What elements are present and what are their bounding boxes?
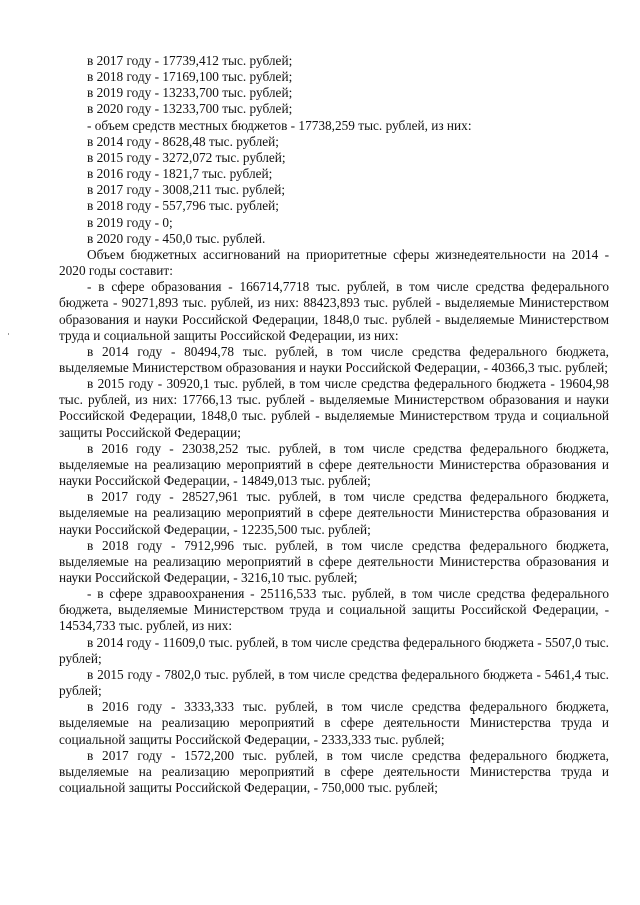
budget-line: в 2018 году - 557,796 тыс. рублей;: [87, 198, 279, 214]
paragraph-education-2014: в 2014 году - 80494,78 тыс. рублей, в том числе средства федерального бюджета, выделяемые Министерством образования и науки Российской Федерации, - 40366,3 тыс. рублей;: [59, 343, 609, 375]
paragraph-education-2018: в 2018 году - 7912,996 тыс. рублей, в том числе средства федерального бюджета, выделяемые на реализацию мероприятий в сфере деятельности Министерства образования и науки Российской Федерации, - 3216,10 тыс. рублей;: [59, 537, 609, 585]
paragraph-priority-spheres: Объем бюджетных ассигнований на приоритетные сферы жизнедеятельности на 2014 - 2020 годы составит:: [59, 246, 609, 279]
budget-line: в 2018 году - 17169,100 тыс. рублей;: [87, 69, 293, 85]
budget-line: в 2017 году - 17739,412 тыс. рублей;: [87, 53, 293, 68]
paragraph-education: - в сфере образования - 166714,7718 тыс. рублей, в том числе средства федерального бюджета - 90271,893 тыс. рублей, из них: 88423,893 тыс. рублей - выделяемые Министерством образования и науки Российской Федерации, 1848,0 тыс. рублей - выделяемые Министерством труда и социальной защиты Российской Федерации, из них:: [59, 279, 609, 343]
budget-line: в 2017 году - 3008,211 тыс. рублей;: [87, 182, 286, 198]
paragraph-health-2016: в 2016 году - 3333,333 тыс. рублей, в том числе средства федерального бюджета, выделяемые на реализацию мероприятий в сфере деятельности Министерства труда и социальной защиты Российской Федерации, - 2333,333 тыс. рублей;: [59, 699, 609, 747]
budget-line: в 2020 году - 450,0 тыс. рублей.: [87, 230, 266, 246]
budget-line: в 2019 году - 13233,700 тыс. рублей;: [87, 85, 293, 101]
paragraph-health-2014: в 2014 году - 11609,0 тыс. рублей, в том числе средства федерального бюджета - 5507,0 тыс. рублей;: [59, 634, 609, 666]
margin-mark: [8, 333, 9, 335]
paragraph-health: - в сфере здравоохранения - 25116,533 тыс. рублей, в том числе средства федерального бюджета, выделяемые Министерством труда и социальной защиты Российской Федерации, - 14534,733 тыс. рублей, из них:: [59, 586, 609, 634]
paragraph-health-2017: в 2017 году - 1572,200 тыс. рублей, в том числе средства федерального бюджета, выделяемые на реализацию мероприятий в сфере деятельности Министерства труда и социальной защиты Российской Федерации, - 750,000 тыс. рублей;: [59, 747, 609, 796]
budget-line: в 2019 году - 0;: [87, 214, 173, 230]
local-budget-heading: - объем средств местных бюджетов - 17738,259 тыс. рублей, из них:: [87, 117, 472, 133]
budget-line: в 2016 году - 1821,7 тыс. рублей;: [87, 166, 273, 182]
paragraph-education-2017: в 2017 году - 28527,961 тыс. рублей, в том числе средства федерального бюджета, выделяемые на реализацию мероприятий в сфере деятельности Министерства образования и науки Российской Федерации, - 12235,500 тыс. рублей;: [59, 489, 609, 537]
paragraph-health-2015: в 2015 году - 7802,0 тыс. рублей, в том числе средства федерального бюджета - 5461,4 тыс. рублей;: [59, 666, 609, 699]
budget-line: в 2014 году - 8628,48 тыс. рублей;: [87, 133, 279, 149]
budget-line: в 2020 году - 13233,700 тыс. рублей;: [87, 101, 293, 117]
paragraph-education-2016: в 2016 году - 23038,252 тыс. рублей, в том числе средства федерального бюджета, выделяемые на реализацию мероприятий в сфере деятельности Министерства образования и науки Российской Федерации, - 14849,013 тыс. рублей;: [59, 440, 609, 489]
paragraph-education-2015: в 2015 году - 30920,1 тыс. рублей, в том числе средства федерального бюджета - 19604,98 тыс. рублей, из них: 17766,13 тыс. рублей - выделяемые Министерством образования и науки Российской Федерации, 1848,0 тыс. рублей - выделяемые Министерством труда и социальной защиты Российской Федерации;: [59, 376, 609, 440]
budget-line: в 2015 году - 3272,072 тыс. рублей;: [87, 149, 286, 165]
